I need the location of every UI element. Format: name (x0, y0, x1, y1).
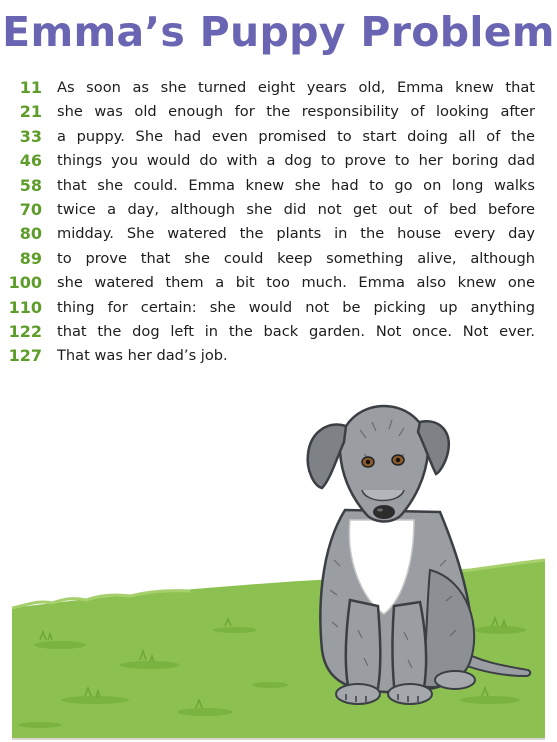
passage-line-text: that she could. Emma knew she had to go on long walks (57, 176, 535, 194)
bottom-divider (12, 738, 545, 740)
passage-line (0, 271, 557, 295)
cumulative-word-count: 46 (19, 151, 42, 171)
passage-line-text: she was old enough for the responsibility of looking after (57, 103, 535, 121)
cumulative-word-count: 89 (19, 248, 42, 268)
cumulative-word-count: 127 (8, 346, 42, 366)
reading-passage (0, 76, 557, 369)
passage-line (0, 125, 557, 149)
passage-line (0, 247, 557, 271)
passage-line-text: to prove that she could keep something alive, although (57, 249, 535, 267)
passage-line (0, 174, 557, 198)
page-title: Emma’s Puppy Problem (2, 8, 555, 56)
cumulative-word-count: 33 (19, 126, 42, 146)
cumulative-word-count: 58 (19, 175, 42, 195)
puppy-on-grass-illustration (0, 400, 557, 742)
passage-line-text: that the dog left in the back garden. Not once. Not ever. (57, 322, 535, 340)
cumulative-word-count: 100 (8, 273, 42, 293)
passage-line-text: a puppy. She had even promised to start doing all of the (57, 127, 535, 145)
passage-line (0, 100, 557, 124)
passage-line (0, 344, 557, 368)
passage-line (0, 198, 557, 222)
passage-line-text: twice a day, although she did not get out of bed before (57, 200, 535, 218)
cumulative-word-count: 11 (19, 78, 42, 97)
cumulative-word-count: 70 (19, 199, 42, 219)
passage-line-text: As soon as she turned eight years old, Emma knew that (57, 79, 535, 96)
cumulative-word-count: 122 (8, 321, 42, 341)
passage-line-text: things you would do with a dog to prove to her boring dad (57, 152, 535, 170)
passage-line-text: thing for certain: she would not be picking up anything (57, 298, 535, 316)
cumulative-word-count: 21 (19, 102, 42, 122)
passage-line-text: midday. She watered the plants in the house every day (57, 225, 535, 243)
passage-line (0, 149, 557, 173)
cumulative-word-count: 80 (19, 224, 42, 244)
passage-line (0, 222, 557, 246)
passage-line (0, 296, 557, 320)
passage-line-text: That was her dad’s job. (57, 347, 228, 365)
passage-line (0, 76, 557, 100)
cumulative-word-count: 110 (8, 297, 42, 317)
passage-line-text: she watered them a bit too much. Emma also knew one (57, 274, 535, 292)
passage-line (0, 320, 557, 344)
